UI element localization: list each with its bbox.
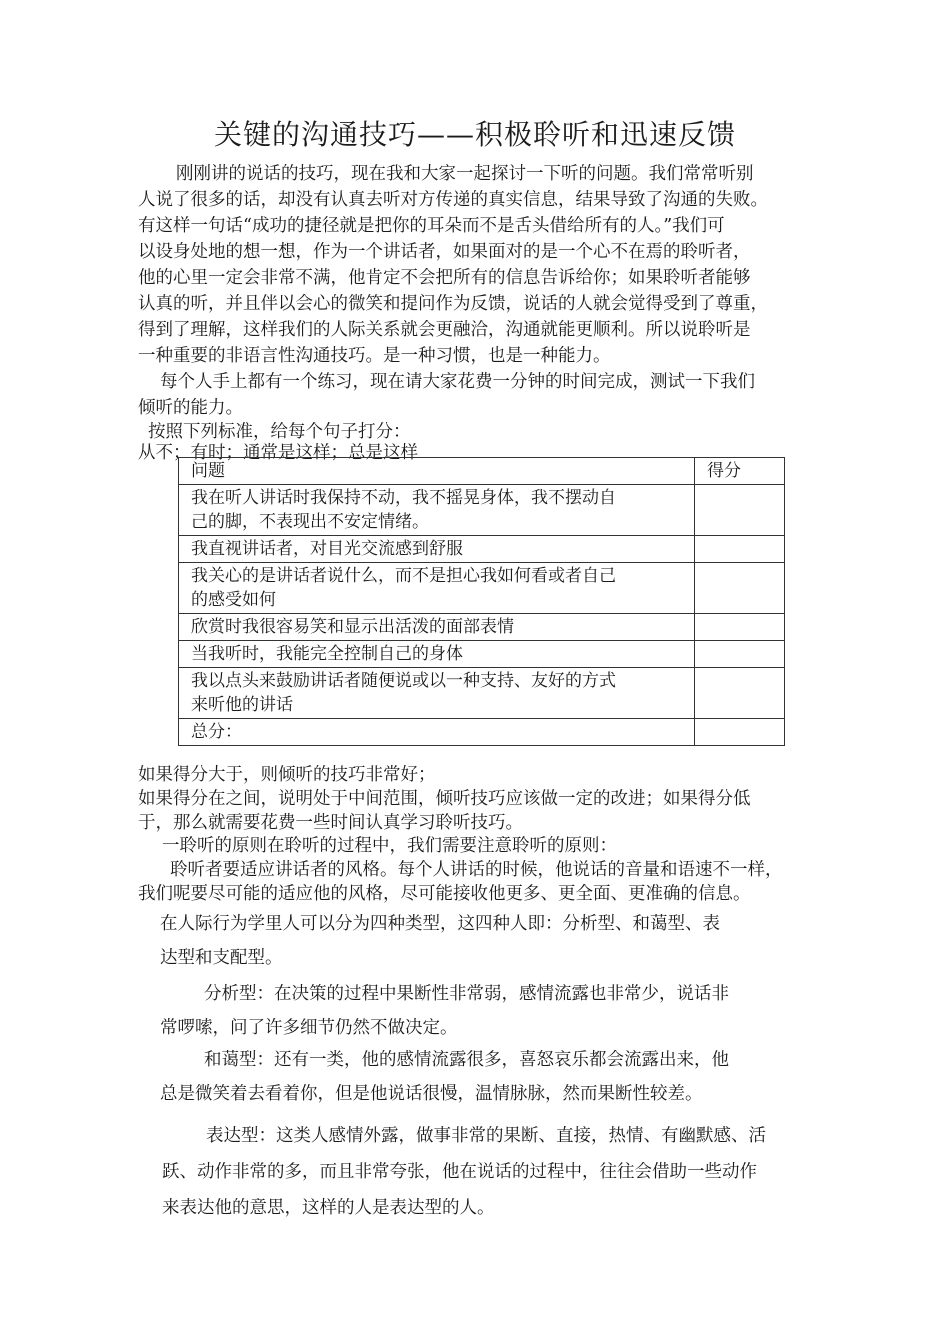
question-text: 我以点头来鼓励讲话者随便说或以一种支持、友好的方式 [191,671,616,691]
table-total-row [179,719,785,746]
question-text: 己的脚，不表现出不安定情绪。 [191,512,429,532]
intro-line: 有这样一句话“成功的捷径就是把你的耳朵而不是舌头借给所有的人。”我们可 [138,216,725,236]
principle-line: 聆听者要适应讲话者的风格。每个人讲话的时候，他说话的音量和语速不一样， [170,860,783,880]
question-text: 欣赏时我很容易笑和显示出活泼的面部表情 [191,617,514,637]
result-line: 如果得分在之间，说明处于中间范围，倾听技巧应该做一定的改进；如果得分低 [138,789,751,809]
analytical-line: 分析型：在决策的过程中果断性非常弱，感情流露也非常少，说话非 [204,984,729,1004]
question-text: 当我听时，我能完全控制自己的身体 [191,644,463,664]
question-text: 我直视讲话者，对目光交流感到舒服 [191,539,463,559]
question-text: 我关心的是讲话者说什么，而不是担心我如何看或者自己 [191,566,616,586]
table-row [179,536,785,563]
exercise-line: 每个人手上都有一个练习，现在请大家花费一分钟的时间完成，测试一下我们 [160,372,755,392]
question-cell [179,485,695,536]
table-row [179,614,785,641]
score-cell[interactable] [695,668,785,719]
question-cell [179,668,695,719]
types-line: 在人际行为学里人可以分为四种类型，这四种人即：分析型、和蔼型、表 [160,914,720,934]
question-text: 我在听人讲话时我保持不动，我不摇晃身体，我不摆动自 [191,488,616,508]
total-score-cell[interactable] [695,719,785,746]
amiable-line: 和蔼型：还有一类，他的感情流露很多，喜怒哀乐都会流露出来，他 [204,1050,729,1070]
question-text: 的感受如何 [191,590,276,610]
intro-line: 刚刚讲的说话的技巧，现在我和大家一起探讨一下听的问题。我们常常听别 [176,164,754,184]
score-table-wrapper [178,457,784,746]
score-cell[interactable] [695,563,785,614]
table-row [179,563,785,614]
table-row [179,641,785,668]
result-line: 如果得分大于，则倾听的技巧非常好； [138,765,436,785]
question-cell [179,614,695,641]
expressive-line: 跃、动作非常的多，而且非常夸张，他在说话的过程中，往往会借助一些动作 [162,1162,757,1182]
intro-line: 一种重要的非语言性沟通技巧。是一种习惯，也是一种能力。 [138,346,611,366]
intro-line: 认真的听，并且伴以会心的微笑和提问作为反馈，说话的人就会觉得受到了尊重， [138,294,768,314]
score-cell[interactable] [695,485,785,536]
score-cell[interactable] [695,641,785,668]
table-row [179,668,785,719]
question-cell [179,536,695,563]
types-line: 达型和支配型。 [160,948,283,968]
total-label: 总分： [179,719,695,746]
score-cell[interactable] [695,536,785,563]
question-cell [179,641,695,668]
score-cell[interactable] [695,614,785,641]
analytical-line: 常啰嗦，问了许多细节仍然不做决定。 [160,1018,458,1038]
table-header-row [179,458,785,485]
principle-line: 我们呢要尽可能的适应他的风格，尽可能接收他更多、更全面、更准确的信息。 [138,884,751,904]
intro-line: 他的心里一定会非常不满，他肯定不会把所有的信息告诉给你；如果聆听者能够 [138,268,751,288]
question-text: 来听他的讲话 [191,695,293,715]
expressive-line: 来表达他的意思，这样的人是表达型的人。 [162,1198,495,1218]
criteria-intro: 按照下列标准，给每个句子打分： [148,422,411,442]
intro-line: 得到了理解，这样我们的人际关系就会更融洽，沟通就能更顺利。所以说聆听是 [138,320,751,340]
question-cell [179,563,695,614]
intro-line: 人说了很多的话，却没有认真去听对方传递的真实信息，结果导致了沟通的失败。 [138,190,768,210]
question-column-header: 问题 [179,458,695,485]
amiable-line: 总是微笑着去看着你，但是他说话很慢，温情脉脉，然而果断性较差。 [160,1084,703,1104]
rating-scale: 从不；有时；通常是这样；总是这样 [138,443,418,463]
document-title: 关键的沟通技巧——积极聆听和迅速反馈 [213,118,736,151]
result-line: 于，那么就需要花费一些时间认真学习聆听技巧。 [138,813,523,833]
principle-heading: 一聆听的原则在聆听的过程中，我们需要注意聆听的原则： [162,836,617,856]
expressive-line: 表达型：这类人感情外露，做事非常的果断、直接，热情、有幽默感、活 [206,1126,766,1146]
table-row [179,485,785,536]
intro-line: 以设身处地的想一想，作为一个讲话者，如果面对的是一个心不在焉的聆听者， [138,242,751,262]
score-table [178,457,785,746]
score-column-header: 得分 [695,458,785,485]
exercise-line: 倾听的能力。 [138,398,243,418]
